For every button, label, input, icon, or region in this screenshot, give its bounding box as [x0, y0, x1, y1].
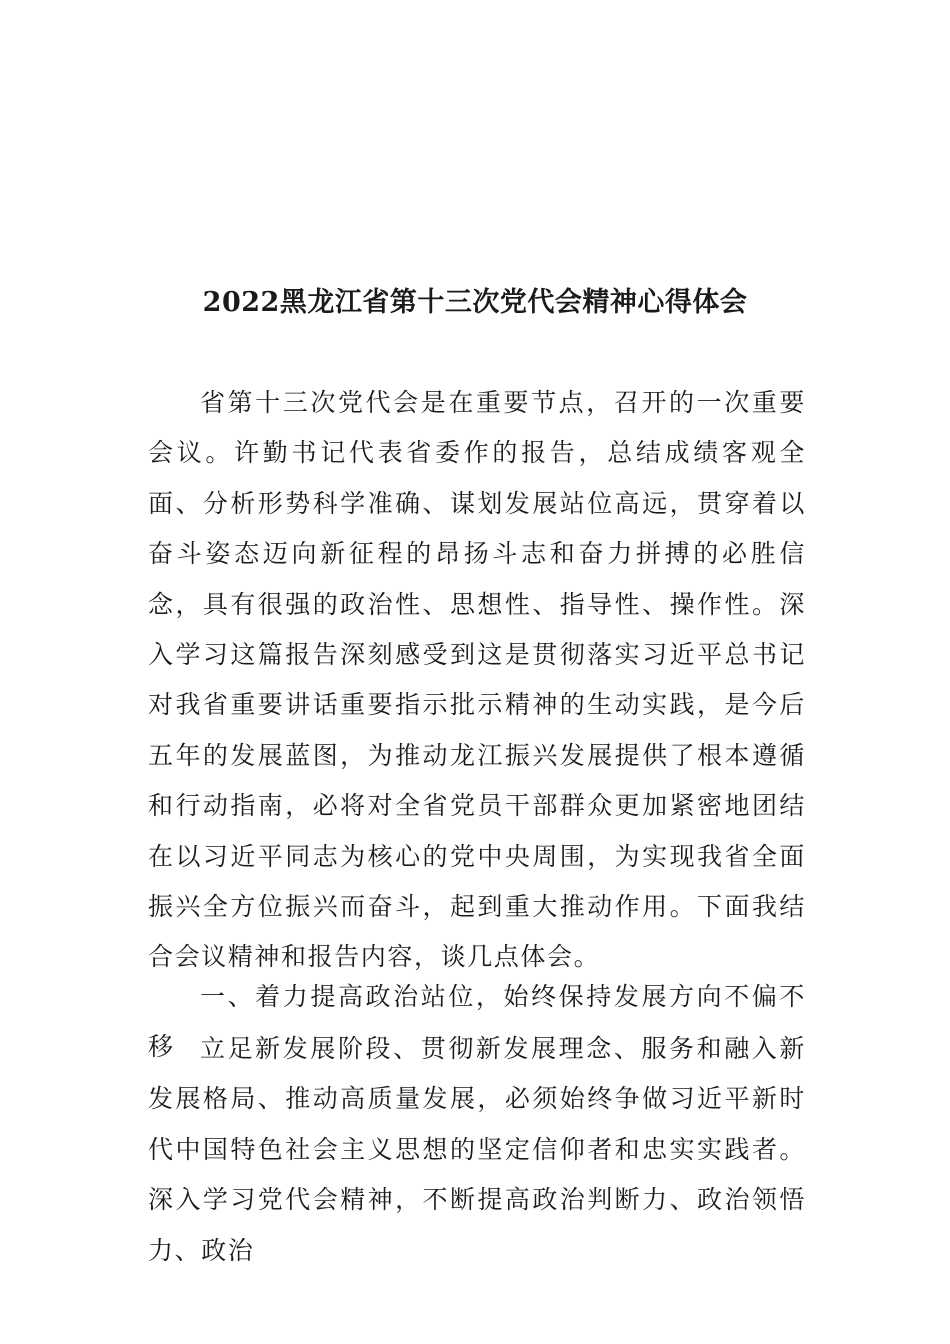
- section-heading-1: 一、着力提高政治站位，始终保持发展方向不偏不移: [148, 982, 806, 1062]
- intro-paragraph: 省第十三次党代会是在重要节点，召开的一次重要会议。许勤书记代表省委作的报告，总结成绩客观全面、分析形势科学准确、谋划发展站位高远，贯穿着以奋斗姿态迈向新征程的昂扬斗志和奋力拼搏的必胜信念，具有很强的政治性、思想性、指导性、操作性。深入学习这篇报告深刻感受到这是贯彻落实习近平总书记对我省重要讲话重要指示批示精神的生动实践，是今后五年的发展蓝图，为推动龙江振兴发展提供了根本遵循和行动指南，必将对全省党员干部群众更加紧密地团结在以习近平同志为核心的党中央周围，为实现我省全面振兴全方位振兴而奋斗，起到重大推动作用。下面我结合会议精神和报告内容，谈几点体会。: [148, 388, 806, 972]
- section-1-paragraph: 立足新发展阶段、贯彻新发展理念、服务和融入新发展格局、推动高质量发展，必须始终争做习近平新时代中国特色社会主义思想的坚定信仰者和忠实实践者。深入学习党代会精神，不断提高政治判断力、政治领悟力、政治: [148, 1034, 806, 1265]
- document-title: 2022黑龙江省第十三次党代会精神心得体会: [202, 287, 748, 318]
